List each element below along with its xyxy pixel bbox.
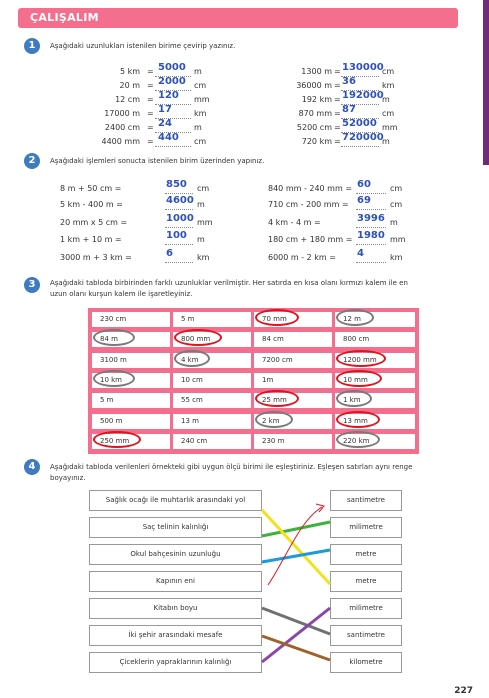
match-left-item: Saç telinin kalınlığı: [89, 517, 262, 538]
q2-right-unit: mm: [390, 235, 406, 244]
table-cell: 1200 mm: [335, 353, 415, 368]
q1-right-unit: m: [382, 137, 390, 146]
q1-equals: =: [334, 81, 341, 90]
q1-right-answer: 720000: [342, 132, 384, 143]
question-1-badge: 1: [24, 38, 40, 54]
q1-left-quantity: 12 cm: [115, 95, 140, 104]
q2-left-unit: m: [197, 200, 205, 209]
q1-left-answer: 120: [158, 90, 179, 101]
table-cell: 10 mm: [335, 373, 415, 388]
q2-right-expression: 710 cm - 200 mm =: [268, 200, 349, 209]
q2-right-expression: 180 cm + 180 mm =: [268, 235, 353, 244]
question-4-instruction-line-2: boyayınız.: [50, 474, 86, 482]
q2-left-unit: m: [197, 235, 205, 244]
match-right-unit: santimetre: [330, 625, 402, 646]
q1-right-unit: m: [382, 95, 390, 104]
q2-right-expression: 4 km - 4 m =: [268, 218, 321, 227]
match-left-item: Kapının eni: [89, 571, 262, 592]
q1-left-answer: 2000: [158, 76, 186, 87]
match-left-item: Çiceklerin yapraklarının kalınlığı: [89, 652, 262, 673]
match-right-unit: kilometre: [330, 652, 402, 673]
q1-equals: =: [334, 109, 341, 118]
table-cell: 230 m: [254, 434, 332, 449]
q2-left-expression: 5 km - 400 m =: [60, 200, 123, 209]
shortest-circle: [336, 411, 380, 428]
match-left-item: Sağlık ocağı ile muhtarlık arasındaki yol: [89, 490, 262, 511]
q1-left-quantity: 4400 mm: [101, 137, 140, 146]
match-right-unit: milimetre: [330, 517, 402, 538]
question-3-instruction-line-2: uzun olanı kurşun kalem ile işaretleyiniz.: [50, 290, 193, 298]
q1-left-unit: cm: [194, 81, 207, 90]
q1-left-unit: m: [194, 123, 202, 132]
table-cell: 800 cm: [335, 332, 415, 347]
table-cell: 5 m: [173, 312, 251, 327]
q1-left-quantity: 5 km: [119, 67, 140, 76]
shortest-circle: [336, 370, 382, 387]
q2-left-expression: 8 m + 50 cm =: [60, 184, 122, 193]
q2-right-expression: 6000 m - 2 km =: [268, 253, 336, 262]
table-cell: 12 m: [335, 312, 415, 327]
q1-right-unit: cm: [382, 109, 395, 118]
q1-left-answer: 24: [158, 118, 172, 129]
q2-left-unit: cm: [197, 184, 210, 193]
q1-right-answer: 36: [342, 76, 356, 87]
table-cell: 3100 m: [92, 353, 170, 368]
match-right-unit: metre: [330, 544, 402, 565]
q2-left-answer: 850: [166, 179, 187, 190]
table-cell: 2 km: [254, 414, 332, 429]
table-cell: 55 cm: [173, 393, 251, 408]
q1-right-quantity: 720 km: [301, 137, 332, 146]
q1-left-unit: km: [194, 109, 207, 118]
q2-left-answer: 6: [166, 248, 173, 259]
q2-left-expression: 3000 m + 3 km =: [60, 253, 132, 262]
page-title: ÇALIŞALIM: [30, 11, 99, 24]
q1-right-quantity: 192 km: [301, 95, 332, 104]
match-right-unit: metre: [330, 571, 402, 592]
match-line-gray: [262, 608, 330, 634]
match-line-brown: [262, 636, 330, 660]
table-cell: 800 mm: [173, 332, 251, 347]
table-cell: 4 km: [173, 353, 251, 368]
q1-equals: =: [147, 95, 154, 104]
table-cell: 250 mm: [92, 434, 170, 449]
q1-left-unit: m: [194, 67, 202, 76]
q2-right-answer: 69: [357, 195, 371, 206]
table-cell: 240 cm: [173, 434, 251, 449]
q2-right-unit: km: [390, 253, 403, 262]
table-cell: 1 km: [335, 393, 415, 408]
q1-equals: =: [147, 109, 154, 118]
q1-equals: =: [334, 67, 341, 76]
q1-right-quantity: 1300 m: [301, 67, 332, 76]
q2-right-unit: m: [390, 218, 398, 227]
table-cell: 230 cm: [92, 312, 170, 327]
q1-left-quantity: 2400 cm: [104, 123, 140, 132]
q1-equals: =: [334, 123, 341, 132]
q1-right-answer: 52000: [342, 118, 377, 129]
match-line-purple: [262, 608, 330, 662]
shortest-circle: [336, 350, 386, 367]
q1-right-answer: 87: [342, 104, 356, 115]
match-left-item: Okul bahçesinin uzunluğu: [89, 544, 262, 565]
q1-equals: =: [147, 123, 154, 132]
question-1-instruction: Aşağıdaki uzunlukları istenilen birime çevirip yazınız.: [50, 42, 236, 50]
longest-circle: [336, 309, 374, 326]
question-3-instruction-line-1: Aşağıdaki tabloda birbirinden farklı uzunluklar verilmiştir. Her satırda en kısa olanı kırmızı kalem ile en: [50, 279, 408, 287]
q2-right-answer: 4: [357, 248, 364, 259]
q2-left-unit: km: [197, 253, 210, 262]
q2-left-unit: mm: [197, 218, 213, 227]
q1-right-answer: 130000: [342, 62, 384, 73]
table-cell: 220 km: [335, 434, 415, 449]
match-left-item: İki şehir arasındaki mesafe: [89, 625, 262, 646]
longest-circle: [255, 411, 293, 428]
q2-right-answer: 3996: [357, 213, 385, 224]
q1-left-answer: 440: [158, 132, 179, 143]
table-cell: 13 m: [173, 414, 251, 429]
q1-left-unit: cm: [194, 137, 207, 146]
question-2-instruction: Aşağıdaki işlemleri sonucta istenilen birim üzerinden yapınız.: [50, 157, 265, 165]
q2-left-answer: 100: [166, 230, 187, 241]
shortest-circle: [255, 309, 299, 326]
table-cell: 500 m: [92, 414, 170, 429]
q2-left-expression: 1 km + 10 m =: [60, 235, 122, 244]
q1-equals: =: [147, 137, 154, 146]
table-cell: 25 mm: [254, 393, 332, 408]
q1-equals: =: [334, 95, 341, 104]
match-line-yellow: [262, 510, 330, 584]
question-3-badge: 3: [24, 277, 40, 293]
table-cell: 1m: [254, 373, 332, 388]
q2-left-answer: 1000: [166, 213, 194, 224]
q1-right-unit: mm: [382, 123, 398, 132]
match-line-blue: [262, 550, 330, 562]
q1-right-answer: 192000: [342, 90, 384, 101]
table-cell: 10 cm: [173, 373, 251, 388]
table-cell: 13 mm: [335, 414, 415, 429]
q1-left-quantity: 20 m: [119, 81, 140, 90]
match-line-green: [262, 522, 330, 536]
question-4-badge: 4: [24, 459, 40, 475]
q1-left-quantity: 17000 m: [104, 109, 140, 118]
table-cell: 84 m: [92, 332, 170, 347]
q1-right-quantity: 5200 cm: [296, 123, 332, 132]
table-cell: 7200 cm: [254, 353, 332, 368]
match-left-item: Kitabın boyu: [89, 598, 262, 619]
table-cell: 70 mm: [254, 312, 332, 327]
q2-left-expression: 20 mm x 5 cm =: [60, 218, 128, 227]
q1-right-quantity: 870 mm: [298, 109, 332, 118]
longest-circle: [174, 350, 210, 367]
shortest-circle: [93, 431, 141, 448]
q1-right-quantity: 36000 m: [296, 81, 332, 90]
table-cell: 10 km: [92, 373, 170, 388]
match-right-unit: milimetre: [330, 598, 402, 619]
table-cell: 5 m: [92, 393, 170, 408]
q2-left-answer: 4600: [166, 195, 194, 206]
q1-right-unit: cm: [382, 67, 395, 76]
q1-equals: =: [334, 137, 341, 146]
table-cell: 84 cm: [254, 332, 332, 347]
q2-right-unit: cm: [390, 184, 403, 193]
q1-left-unit: mm: [194, 95, 210, 104]
q1-left-answer: 17: [158, 104, 172, 115]
q2-right-answer: 60: [357, 179, 371, 190]
page-number: 227: [454, 686, 473, 696]
q1-right-unit: km: [382, 81, 395, 90]
q1-left-answer: 5000: [158, 62, 186, 73]
q1-equals: =: [147, 67, 154, 76]
match-right-unit: santimetre: [330, 490, 402, 511]
q2-right-answer: 1980: [357, 230, 385, 241]
question-2-badge: 2: [24, 153, 40, 169]
longest-circle: [336, 431, 380, 448]
longest-circle: [93, 370, 135, 387]
q2-right-expression: 840 mm - 240 mm =: [268, 184, 353, 193]
q2-right-unit: cm: [390, 200, 403, 209]
question-4-instruction-line-1: Aşağıdaki tabloda verilenleri örnekteki gibi uygun ölçü birimi ile eşleştiriniz. Eşleşen satırları aynı renge: [50, 463, 413, 471]
q1-equals: =: [147, 81, 154, 90]
